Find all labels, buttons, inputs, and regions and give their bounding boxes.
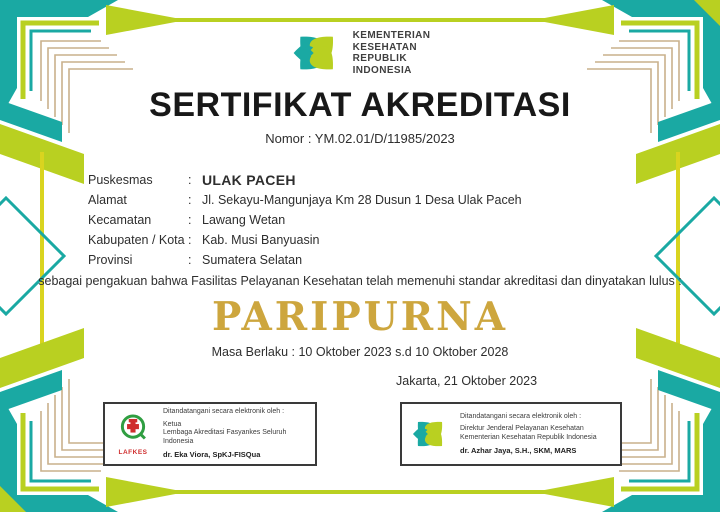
field-kecamatan: [88, 210, 522, 230]
kemenkes-logo-icon: [408, 414, 452, 454]
field-label: Kecamatan: [88, 213, 152, 227]
field-alamat: [88, 190, 522, 210]
lafkes-q-icon: [116, 412, 150, 448]
signer-org: Lembaga Akreditasi Fasyankes Seluruh Indonesia: [163, 429, 287, 445]
field-value: ULAK PACEH: [202, 172, 296, 188]
accreditation-grade: PARIPURNA: [211, 294, 509, 340]
ministry-name-line: KEMENTERIAN: [352, 30, 431, 41]
signature-texts: [460, 413, 597, 456]
field-separator: :: [188, 233, 192, 247]
certificate-number: Nomor : YM.02.01/D/11985/2023: [265, 131, 455, 146]
facility-details: [88, 170, 522, 270]
lafkes-logo-icon: [111, 412, 155, 456]
validity-period: Masa Berlaku : 10 Oktober 2023 s.d 10 Oktober 2028: [211, 345, 509, 359]
field-label: Alamat: [88, 193, 127, 207]
field-kabupaten-kota: [88, 230, 522, 250]
ministry-name-line: KESEHATAN: [352, 41, 417, 53]
kemenkes-mark-icon: [410, 414, 450, 454]
field-label: Provinsi: [88, 253, 133, 267]
signature-texts: [163, 408, 309, 460]
signature-box-kemenkes: [400, 402, 622, 466]
field-label: Kabupaten / Kota: [88, 233, 185, 247]
field-separator: :: [188, 193, 192, 207]
signer-name: dr. Azhar Jaya, S.H., SKM, MARS: [460, 446, 577, 455]
place-and-date: Jakarta, 21 Oktober 2023: [396, 374, 538, 388]
signature-box-lafkes: [103, 402, 317, 466]
signer-role: Direktur Jenderal Pelayanan Kesehatan: [460, 425, 584, 432]
esign-note: Ditandatangani secara elektronik oleh :: [163, 408, 285, 416]
field-value: Kab. Musi Banyuasin: [202, 233, 320, 247]
ministry-header: [290, 26, 431, 80]
certificate-title: SERTIFIKAT AKREDITASI: [149, 86, 571, 124]
field-value: Jl. Sekayu-Mangunjaya Km 28 Dusun 1 Desa Ulak Paceh: [202, 193, 522, 207]
field-label: Puskesmas: [88, 173, 153, 187]
field-separator: :: [188, 213, 192, 227]
lafkes-logo-text: LAFKES: [118, 449, 148, 456]
field-puskesmas: [88, 170, 522, 190]
field-separator: :: [188, 173, 192, 187]
signer-name: dr. Eka Viora, SpKJ-FISQua: [163, 450, 261, 460]
field-separator: :: [188, 253, 192, 267]
kemenkes-logo-icon: [290, 26, 344, 80]
esign-note: Ditandatangani secara elektronik oleh :: [460, 412, 582, 420]
field-value: Sumatera Selatan: [202, 253, 303, 267]
accreditation-statement: sebagai pengakuan bahwa Fasilitas Pelayanan Kesehatan telah memenuhi standar akreditasi dan dinyatakan lulus :: [38, 274, 682, 288]
signer-org: Kementerian Kesehatan Republik Indonesia: [460, 433, 597, 441]
ministry-name-line: INDONESIA: [352, 64, 412, 76]
signer-role: Ketua: [163, 420, 182, 428]
ministry-name: [353, 30, 431, 76]
field-value: Lawang Wetan: [202, 213, 286, 227]
field-provinsi: [88, 250, 522, 270]
ministry-name-line: REPUBLIK: [352, 53, 407, 64]
